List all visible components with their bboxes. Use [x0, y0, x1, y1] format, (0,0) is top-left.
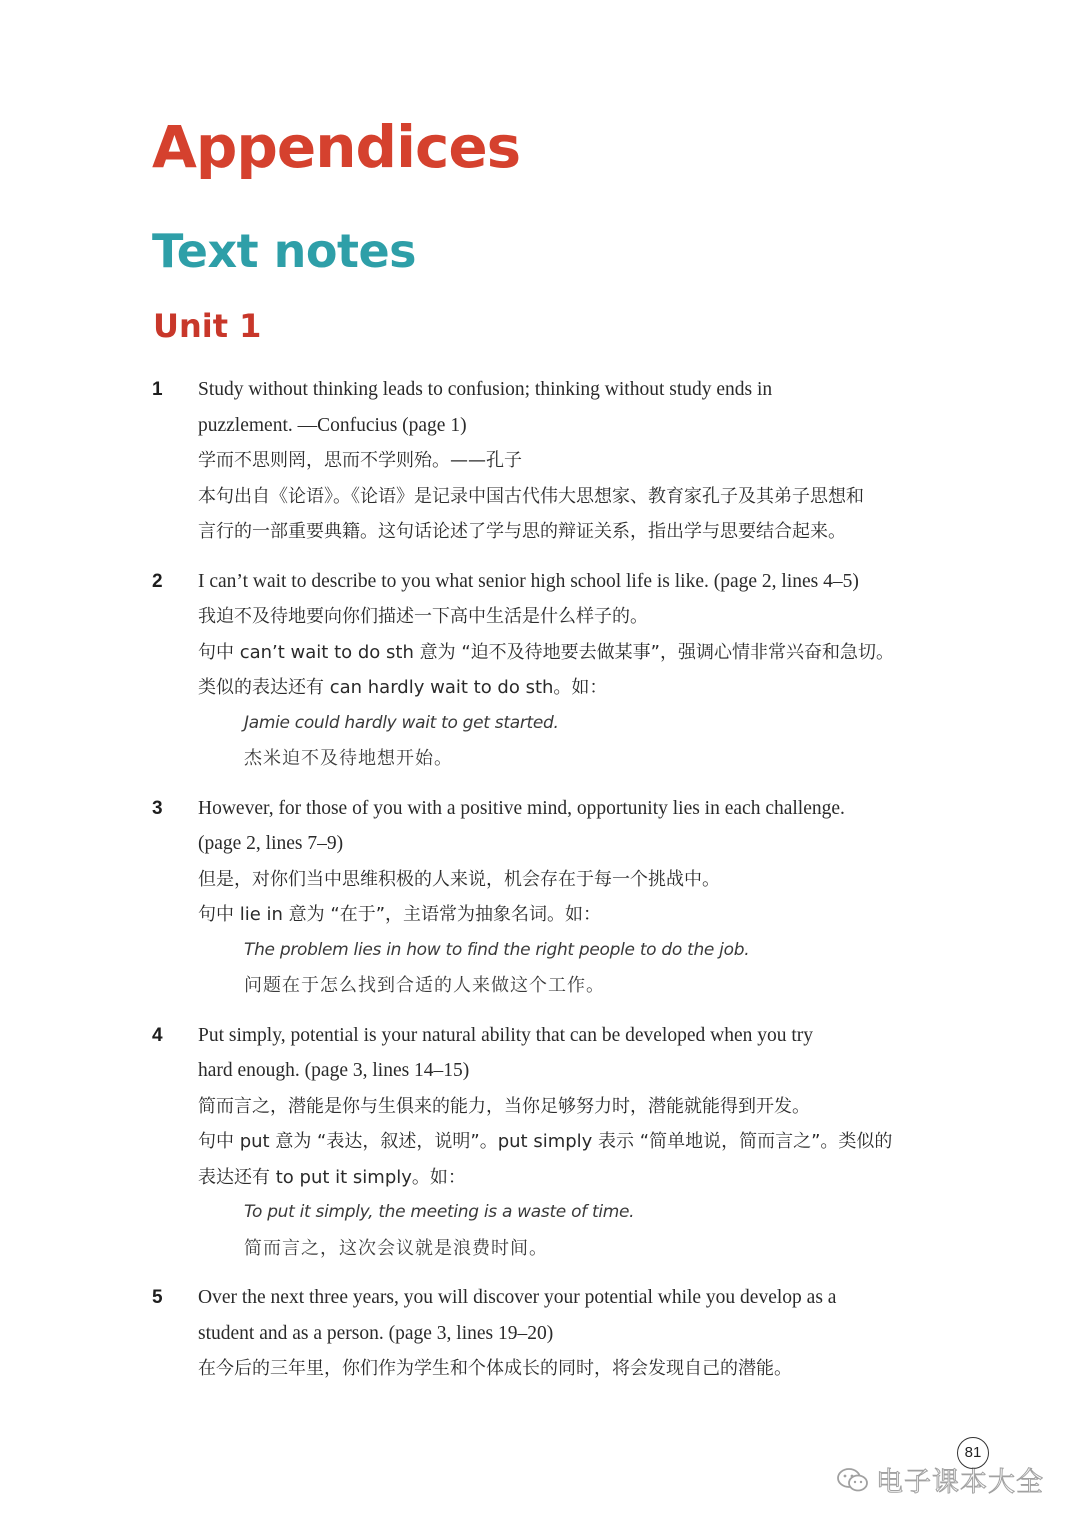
unit-heading: Unit 1: [153, 307, 262, 345]
note-number: 1: [152, 379, 163, 400]
page-title: Appendices: [152, 113, 521, 181]
note-explanation: 句中 lie in 意为 “在于”，主语常为抽象名词。如：: [198, 904, 602, 925]
example-translation: 杰米迫不及待地想开始。: [244, 748, 453, 769]
note-sentence: However, for those of you with a positive mind, opportunity lies in each challenge.: [198, 797, 845, 819]
example-sentence: To put it simply, the meeting is a waste of time.: [244, 1202, 635, 1222]
note-item: [152, 564, 952, 777]
example-sentence: The problem lies in how to find the right people to do the job.: [244, 939, 750, 960]
note-sentence: student and as a person. (page 3, lines 19–20): [198, 1322, 554, 1344]
note-explanation: 本句出自《论语》。《论语》是记录中国古代伟大思想家、教育家孔子及其弟子思想和: [198, 485, 864, 507]
note-explanation: 表达还有 to put it simply。如：: [198, 1166, 466, 1188]
page-number: 81: [957, 1437, 989, 1469]
note-explanation: 句中 can’t wait to do sth 意为 “迫不及待地要去做某事”，强调心情非常兴奋和急切。: [198, 641, 894, 663]
notes-list: [152, 372, 952, 1401]
note-number: 2: [152, 570, 163, 592]
note-sentence: hard enough. (page 3, lines 14–15): [198, 1060, 470, 1081]
note-body: [198, 1280, 952, 1387]
note-body: [198, 1018, 952, 1267]
watermark: [836, 1460, 1044, 1499]
note-number: 4: [152, 1024, 163, 1046]
note-translation: 学而不思则罔，思而不学则殆。——孔子: [198, 450, 522, 471]
note-sentence: puzzlement. —Confucius (page 1): [198, 414, 467, 436]
note-number: 5: [152, 1287, 163, 1308]
watermark-text: 电子课本大全: [876, 1467, 1044, 1498]
note-sentence: (page 2, lines 7–9): [198, 833, 344, 854]
note-explanation: 类似的表达还有 can hardly wait to do sth。如：: [198, 677, 608, 698]
note-item: [152, 372, 952, 550]
note-item: [152, 791, 952, 1004]
note-translation: 我迫不及待地要向你们描述一下高中生活是什么样子的。: [198, 606, 648, 627]
note-sentence: Over the next three years, you will discover your potential while you develop as a: [198, 1287, 837, 1308]
note-translation: 但是，对你们当中思维积极的人来说，机会存在于每一个挑战中。: [198, 868, 720, 890]
example-sentence: Jamie could hardly wait to get started.: [244, 712, 559, 733]
note-body: [198, 372, 952, 550]
note-sentence: Put simply, potential is your natural ability that can be developed when you try: [198, 1024, 814, 1046]
note-explanation: 句中 put 意为 “表达，叙述，说明”。put simply 表示 “简单地说，简而言之”。类似的: [198, 1131, 893, 1152]
note-sentence: Study without thinking leads to confusion; thinking without study ends in: [198, 379, 773, 400]
note-body: [198, 791, 952, 1004]
note-body: [198, 564, 952, 777]
note-item: [152, 1018, 952, 1267]
wechat-icon: [836, 1466, 870, 1494]
note-translation: 在今后的三年里，你们作为学生和个体成长的同时，将会发现自己的潜能。: [198, 1358, 792, 1379]
section-heading: Text notes: [152, 224, 417, 278]
note-sentence: I can’t wait to describe to you what senior high school life is like. (page 2, lines 4–5): [198, 570, 859, 592]
example-translation: 简而言之，这次会议就是浪费时间。: [244, 1237, 548, 1259]
note-translation: 简而言之，潜能是你与生俱来的能力，当你足够努力时，潜能就能得到开发。: [198, 1095, 810, 1117]
note-number: 3: [152, 797, 163, 819]
note-item: [152, 1280, 952, 1387]
example-translation: 问题在于怎么找到合适的人来做这个工作。: [244, 975, 605, 996]
note-explanation: 言行的一部重要典籍。这句话论述了学与思的辩证关系，指出学与思要结合起来。: [198, 521, 846, 542]
